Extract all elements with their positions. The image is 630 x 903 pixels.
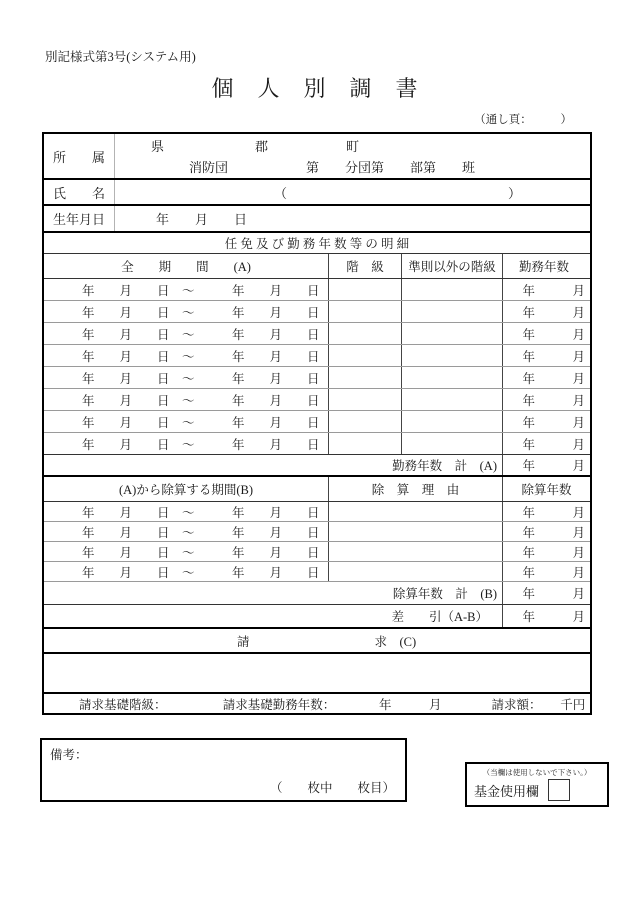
rank-cell: [329, 345, 402, 366]
rank-cell: [329, 323, 402, 344]
period-cell: 年 月 日 ～ 年 月 日: [44, 367, 329, 388]
claim-basis-row: [44, 694, 590, 713]
deduction-reason-cell: [329, 562, 503, 581]
claim-row: [44, 629, 590, 654]
birthdate-label: 生年月日: [44, 206, 115, 231]
deduction-years-cell: 年 月: [522, 565, 585, 580]
deduction-total-value: 年 月: [522, 587, 585, 601]
birthdate-row: [44, 206, 590, 233]
nonstandard-rank-cell: [402, 279, 503, 300]
name-label: 氏 名: [44, 180, 115, 204]
difference-row: [44, 605, 590, 629]
deduction-years-cell: 年 月: [522, 525, 585, 540]
fund-usage-checkbox: [548, 779, 570, 801]
service-period-row: [44, 433, 590, 455]
service-period-row: [44, 389, 590, 411]
nonstandard-rank-cell: [402, 433, 503, 454]
fund-usage-box: [465, 762, 609, 807]
affiliation-row: [44, 134, 590, 180]
service-total-label: 勤務年数 計 (A): [44, 455, 503, 475]
fund-usage-label: 基金使用欄: [474, 783, 540, 799]
affiliation-label: 所 属: [44, 134, 115, 178]
col-period-header: 全 期 間 (A): [44, 254, 329, 278]
page-title: 個 人 別 調 書: [211, 76, 419, 101]
service-total-row: [44, 455, 590, 477]
detail-section-title: 任 免 及 び 勤 務 年 数 等 の 明 細: [224, 237, 410, 251]
service-total-value: 年 月: [522, 459, 585, 473]
deduction-period-row: [44, 542, 590, 562]
service-period-row: [44, 345, 590, 367]
deduction-reason-header: 除 算 理 由: [329, 477, 503, 501]
period-cell: 年 月 日 ～ 年 月 日: [44, 323, 329, 344]
period-cell: 年 月 日 ～ 年 月 日: [44, 301, 329, 322]
deduction-period-header: (A)から除算する期間(B): [44, 477, 329, 501]
service-years-cell: 年 月: [522, 349, 585, 364]
deduction-years-header: 除算年数: [521, 483, 572, 497]
rank-cell: [329, 279, 402, 300]
period-cell: 年 月 日 ～ 年 月 日: [44, 562, 329, 581]
period-cell: 年 月 日 ～ 年 月 日: [44, 542, 329, 561]
serial-page-label: （通し頁： ）: [474, 114, 572, 126]
rank-cell: [329, 301, 402, 322]
name-row: [44, 180, 590, 206]
affiliation-line1: 県 郡 町: [151, 139, 360, 154]
claim-label: 請 求 (C): [237, 634, 417, 649]
difference-value: 年 月: [522, 610, 585, 624]
service-years-cell: 年 月: [522, 327, 585, 342]
col-service-years-header: 勤務年数: [518, 260, 569, 274]
name-field: （ ）: [274, 185, 522, 201]
service-years-cell: 年 月: [522, 305, 585, 320]
service-years-cell: 年 月: [522, 393, 585, 408]
deduction-header-row: [44, 477, 590, 502]
form-code: 別記様式第3号(システム用): [45, 50, 196, 64]
fund-usage-row: [467, 779, 607, 801]
service-years-cell: 年 月: [522, 371, 585, 386]
deduction-period-row: [44, 522, 590, 542]
detail-section-header: [44, 233, 590, 254]
period-cell: 年 月 日 ～ 年 月 日: [44, 522, 329, 541]
remarks-box: [40, 738, 407, 802]
service-years-cell: 年 月: [522, 415, 585, 430]
deduction-period-row: [44, 502, 590, 522]
deduction-reason-cell: [329, 542, 503, 561]
deduction-reason-cell: [329, 522, 503, 541]
difference-label: 差 引（A-B）: [44, 605, 503, 627]
remarks-page-count: （ 枚中 枚目）: [269, 781, 395, 795]
remarks-label: 備考：: [50, 748, 88, 762]
deduction-period-row: [44, 562, 590, 582]
nonstandard-rank-cell: [402, 323, 503, 344]
period-cell: 年 月 日 ～ 年 月 日: [44, 389, 329, 410]
claim-basis-text: 請求基礎階級： 請求基礎勤務年数： 年 月 請求額： 千円: [79, 697, 586, 712]
nonstandard-rank-cell: [402, 367, 503, 388]
col-nonstandard-rank-header: 準則以外の階級: [402, 254, 503, 278]
nonstandard-rank-cell: [402, 389, 503, 410]
rank-cell: [329, 389, 402, 410]
service-years-cell: 年 月: [522, 283, 585, 298]
blank-row: [44, 654, 590, 694]
period-cell: 年 月 日 ～ 年 月 日: [44, 433, 329, 454]
service-years-cell: 年 月: [522, 437, 585, 452]
column-header-row: [44, 254, 590, 279]
col-rank-header: 階 級: [329, 254, 402, 278]
deduction-total-row: [44, 582, 590, 605]
affiliation-content: [115, 134, 590, 178]
service-period-row: [44, 279, 590, 301]
service-period-row: [44, 367, 590, 389]
nonstandard-rank-cell: [402, 301, 503, 322]
deduction-years-cell: 年 月: [522, 545, 585, 560]
nonstandard-rank-cell: [402, 411, 503, 432]
service-period-row: [44, 323, 590, 345]
deduction-years-cell: 年 月: [522, 505, 585, 520]
birthdate-field: 年 月 日: [156, 212, 248, 227]
affiliation-line2: 消防団 第 分団第 部第 班: [189, 160, 476, 175]
rank-cell: [329, 433, 402, 454]
main-table: [42, 132, 592, 715]
service-period-row: [44, 301, 590, 323]
rank-cell: [329, 411, 402, 432]
nonstandard-rank-cell: [402, 345, 503, 366]
blank-cell: [44, 654, 590, 692]
period-cell: 年 月 日 ～ 年 月 日: [44, 279, 329, 300]
fund-usage-note: （当欄は使用しないで下さい。）: [482, 768, 592, 777]
service-period-row: [44, 411, 590, 433]
deduction-total-label: 除算年数 計 (B): [44, 582, 503, 604]
rank-cell: [329, 367, 402, 388]
period-cell: 年 月 日 ～ 年 月 日: [44, 502, 329, 521]
period-cell: 年 月 日 ～ 年 月 日: [44, 345, 329, 366]
deduction-reason-cell: [329, 502, 503, 521]
period-cell: 年 月 日 ～ 年 月 日: [44, 411, 329, 432]
